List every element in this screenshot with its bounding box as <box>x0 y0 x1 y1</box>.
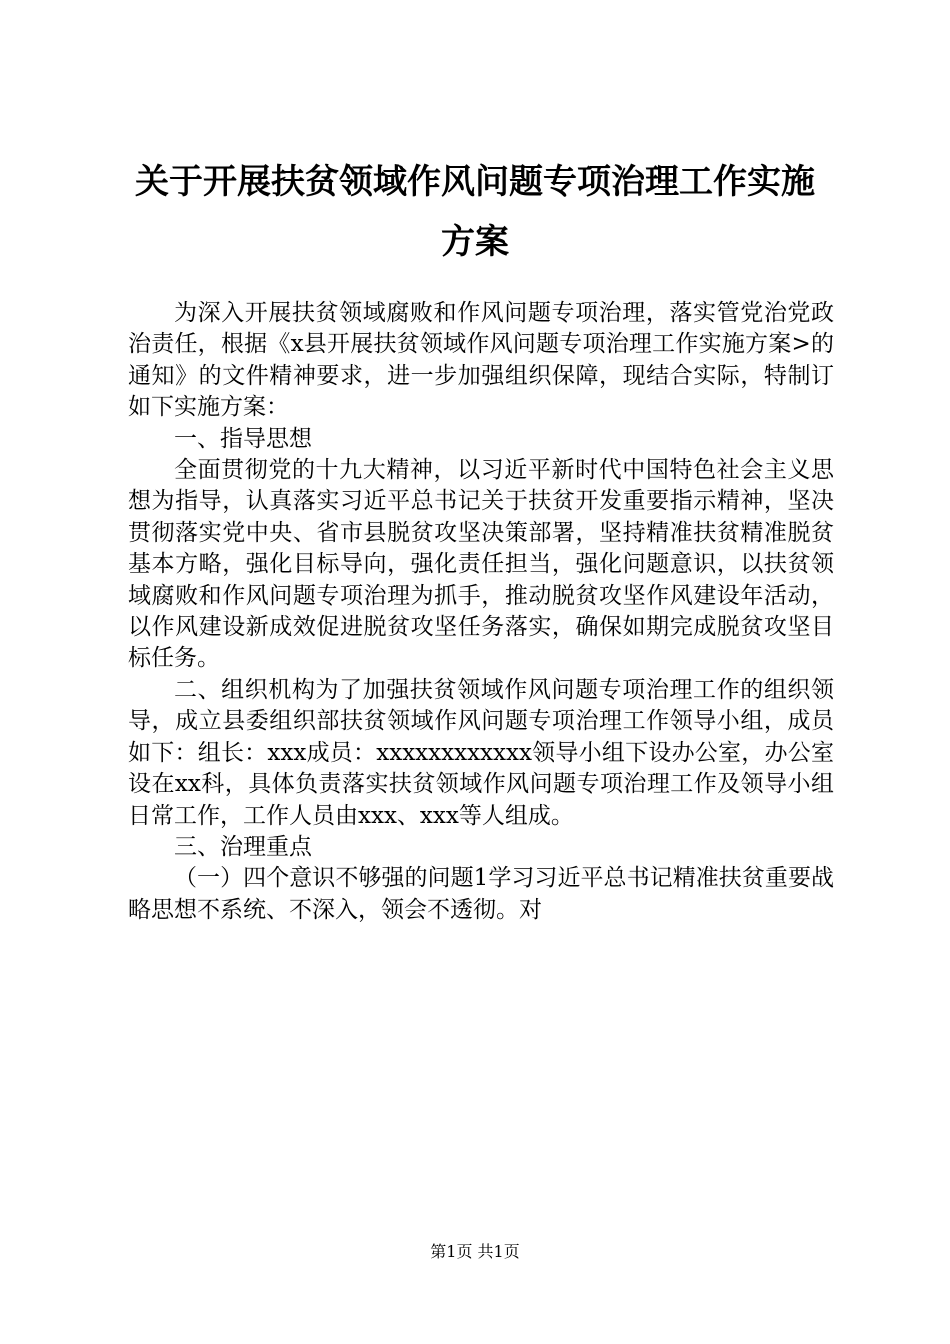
section-heading-guiding-ideology: 一、指导思想 <box>174 425 312 452</box>
document-title-line-2: 方案 <box>441 222 509 262</box>
key-points-paragraph: （一）四个意识不够强的问题1学习习近平总书记精准扶贫重要战略思想不系统、不深入，领会不透彻。对 <box>128 865 834 923</box>
section-heading-key-points: 三、治理重点 <box>174 833 312 860</box>
document-title-line-1: 关于开展扶贫领域作风问题专项治理工作实施 <box>135 162 815 202</box>
intro-paragraph: 为深入开展扶贫领域腐败和作风问题专项治理，落实管党治党政治责任，根据《x县开展扶贫领域作风问题专项治理工作实施方案>的通知》的文件精神要求，进一步加强组织保障，现结合实际，特制订如下实施方案： <box>128 300 834 421</box>
guiding-ideology-paragraph: 全面贯彻党的十九大精神，以习近平新时代中国特色社会主义思想为指导，认真落实习近平总书记关于扶贫开发重要指示精神，坚决贯彻落实党中央、省市县脱贫攻坚决策部署，坚持精准扶贫精准脱贫基本方略，强化目标导向，强化责任担当，强化问题意识，以扶贫领域腐败和作风问题专项治理为抓手，推动脱贫攻坚作风建设年活动，以作风建设新成效促进脱贫攻坚任务落实，确保如期完成脱贫攻坚目标任务。 <box>128 457 834 672</box>
page-number-footer: 第1页 共1页 <box>430 1242 520 1261</box>
document-body <box>128 298 834 926</box>
organization-paragraph: 二、组织机构为了加强扶贫领域作风问题专项治理工作的组织领导，成立县委组织部扶贫领域作风问题专项治理工作领导小组，成员如下：组长：xxx成员：xxxxxxxxxxxx领导小组下设办公室，办公室设在xx科，具体负责落实扶贫领域作风问题专项治理工作及领导小组日常工作，工作人员由xxx、xxx等人组成。 <box>128 676 834 829</box>
